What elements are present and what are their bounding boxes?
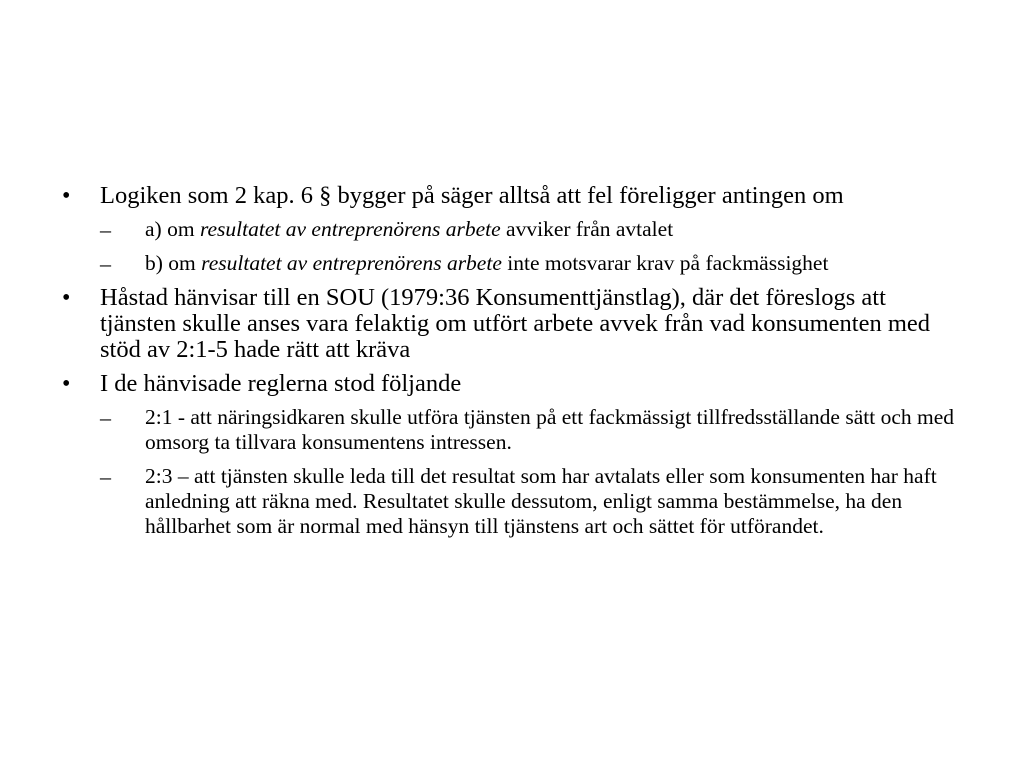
bullet-item xyxy=(62,285,962,363)
dash-mark: – xyxy=(100,464,111,489)
bullet-item xyxy=(62,371,962,397)
dash-mark: – xyxy=(100,251,111,276)
sub-item-text: 2:1 - att näringsidkaren skulle utföra tjänsten på ett fackmässigt tillfredsställande sätt och med omsorg ta tillvara konsumentens intressen. xyxy=(145,405,955,454)
sub-item-text-post: inte motsvarar krav på fackmässighet xyxy=(501,251,829,275)
bullet-mark: • xyxy=(62,183,71,209)
dash-mark: – xyxy=(100,217,111,242)
bullet-text: I de hänvisade reglerna stod följande xyxy=(100,370,462,397)
sub-item-text-emphasis: resultatet av entreprenörens arbete xyxy=(201,251,502,275)
sub-item xyxy=(100,405,962,455)
bullet-mark: • xyxy=(62,285,71,311)
bullet-text: Logiken som 2 kap. 6 § bygger på säger alltså att fel föreligger antingen om xyxy=(100,182,844,209)
sub-list xyxy=(62,405,962,539)
bullet-item xyxy=(62,183,962,209)
sub-item-text-emphasis: resultatet av entreprenörens arbete xyxy=(199,217,501,241)
sub-list xyxy=(62,217,962,276)
slide-body xyxy=(62,183,962,548)
sub-item-text-pre: a) om xyxy=(145,217,200,241)
dash-mark: – xyxy=(100,405,111,430)
sub-item-text-pre: b) om xyxy=(145,251,202,275)
sub-item xyxy=(100,217,962,242)
sub-item-text: 2:3 – att tjänsten skulle leda till det resultat som har avtalats eller som konsumenten har haft anledning att räkna med. Resultatet skulle dessutom, enligt samma bestämmelse, ha den hållbarhet som är normal med hänsyn till tjänstens art och sättet för utförandet. xyxy=(145,464,937,538)
bullet-mark: • xyxy=(62,371,71,397)
sub-item xyxy=(100,251,962,276)
sub-item xyxy=(100,464,962,539)
sub-item-text-post: avviker från avtalet xyxy=(500,217,674,241)
bullet-text: Håstad hänvisar till en SOU (1979:36 Konsumenttjänstlag), där det föreslogs att tjänsten skulle anses vara felaktig om utfört arbete avvek från vad konsumenten med stöd av 2:1-5 hade rätt att kräva xyxy=(100,284,930,363)
